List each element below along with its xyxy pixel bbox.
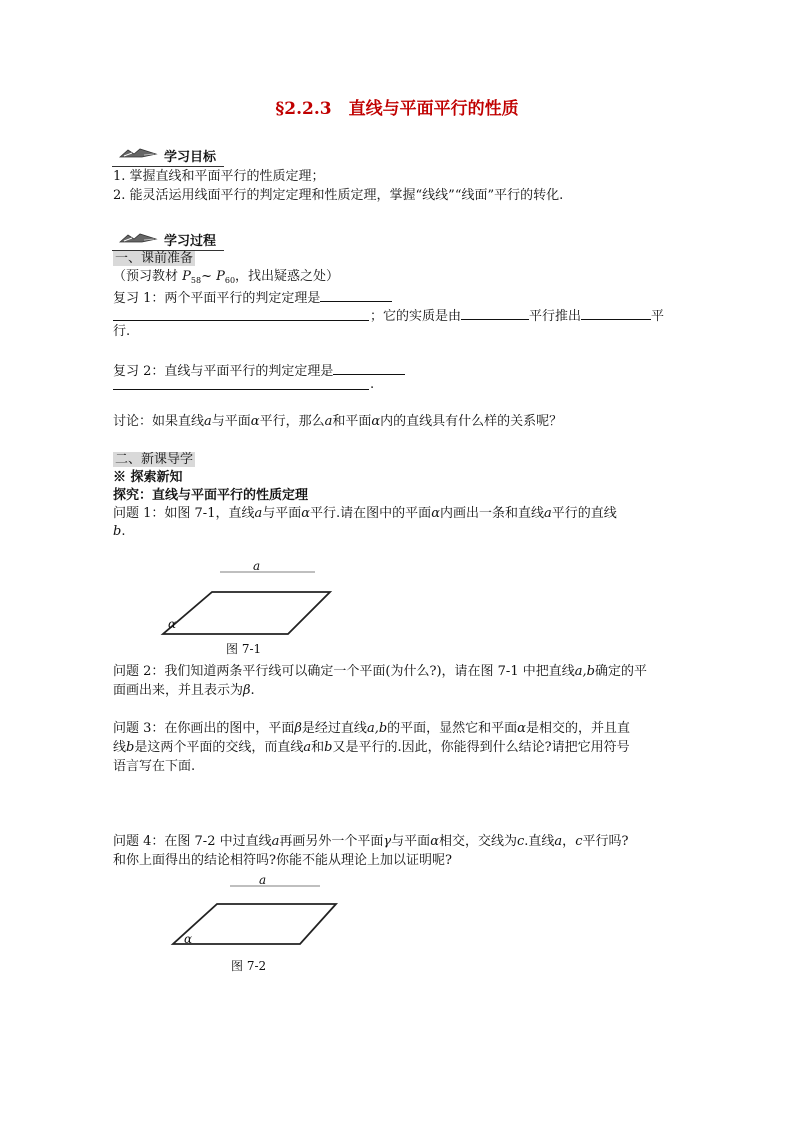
blank-line bbox=[581, 305, 651, 320]
figure-7-1-plane-label: α bbox=[168, 617, 177, 631]
blank-line bbox=[461, 305, 529, 320]
goal-item-2: 2. 能灵活运用线面平行的判定定理和性质定理，掌握“线线”“线面”平行的转化. bbox=[113, 188, 564, 203]
plane-alpha bbox=[173, 904, 336, 944]
part2-heading: 二、新课导学 bbox=[115, 452, 194, 467]
figure-7-1-line-label: a bbox=[253, 559, 261, 573]
explore-heading: ※ 探索新知 bbox=[113, 470, 183, 485]
review2-line1: 复习 2：直线与平面平行的判定定理是 bbox=[113, 360, 405, 380]
blank-line bbox=[113, 389, 369, 390]
goals-heading-rule bbox=[112, 166, 224, 167]
question-3-line3: 语言写在下面. bbox=[113, 759, 196, 774]
blank-line bbox=[113, 320, 369, 321]
figure-7-2-plane-label: α bbox=[184, 932, 193, 946]
question-2-line2: 面画出来，并且表示为β. bbox=[113, 683, 255, 698]
process-heading: 学习过程 bbox=[164, 234, 217, 249]
blank-line bbox=[333, 360, 405, 375]
question-4-line1: 问题 4：在图 7-2 中过直线a再画另外一个平面γ与平面α相交，交线为c.直线a，c平行吗? bbox=[113, 834, 629, 849]
plane-alpha bbox=[163, 592, 330, 634]
question-4-line2: 和你上面得出的结论相符吗?你能不能从理论上加以证明呢? bbox=[113, 853, 452, 868]
pen-icon bbox=[118, 145, 160, 161]
review1-line3: 行. bbox=[113, 324, 131, 339]
preview-note: （预习教材 $P_{58}\sim$ $P_{60}$，找出疑惑之处） bbox=[113, 269, 340, 285]
goals-heading: 学习目标 bbox=[164, 150, 217, 165]
question-3-line2: 线b是这两个平面的交线，而直线a和b又是平行的.因此，你能得到什么结论?请把它用符号 bbox=[113, 740, 630, 755]
discussion: 讨论：如果直线a与平面α平行，那么a和平面α内的直线具有什么样的关系呢？ bbox=[113, 414, 563, 429]
figure-7-1 bbox=[150, 555, 350, 650]
figure-7-2-line-label: a bbox=[259, 873, 267, 887]
explore-topic: 探究：直线与平面平行的性质定理 bbox=[113, 488, 309, 503]
review1-line1: 复习 1：两个平面平行的判定定理是 bbox=[113, 287, 392, 307]
page-title: §2.2.3 直线与平面平行的性质 bbox=[275, 99, 519, 119]
question-3-line1: 问题 3：在你画出的图中，平面β是经过直线a,b的平面，显然它和平面α是相交的，并且直 bbox=[113, 721, 630, 736]
blank-line bbox=[320, 287, 392, 302]
review2-end: . bbox=[370, 377, 375, 392]
part1-heading: 一、课前准备 bbox=[115, 251, 194, 266]
goal-item-1: 1. 掌握直线和平面平行的性质定理； bbox=[113, 169, 325, 184]
question-2-line1: 问题 2：我们知道两条平行线可以确定一个平面(为什么?)，请在图 7-1 中把直线a,b确定的平 bbox=[113, 664, 647, 679]
pen-icon bbox=[118, 230, 160, 246]
question-1-line1: 问题 1：如图 7-1，直线a与平面α平行.请在图中的平面α内画出一条和直线a平行的直线 bbox=[113, 506, 617, 521]
figure-7-2-caption: 图 7-2 bbox=[231, 959, 267, 973]
question-1-line2: b. bbox=[113, 524, 126, 539]
figure-7-1-caption: 图 7-1 bbox=[226, 642, 262, 656]
review1-line2: ；它的实质是由 平行推出 平 bbox=[370, 305, 664, 325]
